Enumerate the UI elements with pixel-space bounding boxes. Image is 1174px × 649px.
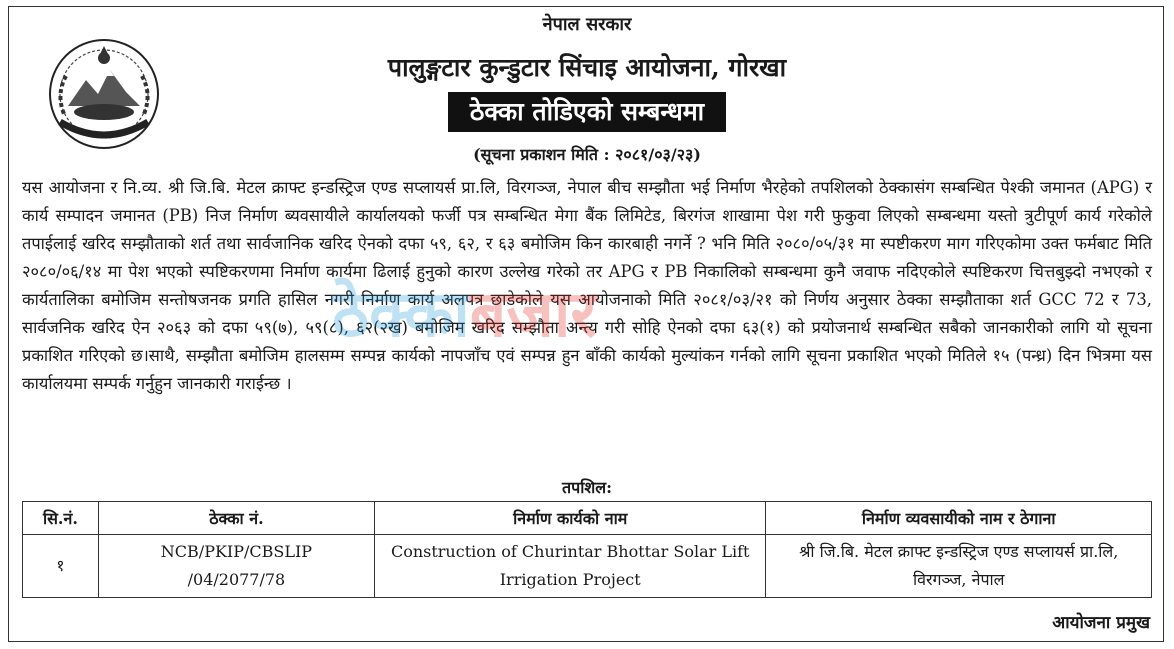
cell-contractor: श्री जि.बि. मेटल क्राफ्ट इन्डस्ट्रिज एण्ड सप्लायर्स प्रा.लि, विरगञ्ज, नेपाल (766, 535, 1152, 598)
notice-body: यस आयोजना र नि.व्य. श्री जि.बि. मेटल क्राफ्ट इन्डस्ट्रिज एण्ड सप्लायर्स प्रा.लि, विरगञ्ज, नेपाल बीच सम्झौता भई निर्माण भैरहेको तपशिलको ठेक्कासंग सम्बन्धित पेश्की जमानत (APG) र कार्य सम्पादन जमानत (PB) निज निर्माण ब्यवसायीले कार्यालयको फर्जी पत्र सम्बन्धित मेगा बैंक लिमिटेड, बिरगंज शाखामा पेश गरी फुकुवा लिएको सम्बन्धमा यस्तो त्रुटीपूर्ण कार्य गरेकोले तपाईलाई खरिद सम्झौताको शर्त तथा सार्वजानिक खरिद ऐनको दफा ५९, ६२, र ६३ बमोजिम किन कारबाही नगर्ने ? भनि मिति २०८०/०५/३१ मा स्पष्टीकरण माग गरिएकोमा उक्त फर्मबाट मिति २०८०/०६/१४ मा पेश भएको स्पष्टिकरणमा निर्माण कार्यमा ढिलाई हुनुको कारण उल्लेख गरेको तर APG र PB निकालिको सम्बन्धमा कुनै जवाफ नदिएकोले स्पष्टिकरण चित्तबुझ्दो नभएको र कार्यतालिका बमोजिम सन्तोषजनक प्रगति हासिल नगरी निर्माण कार्य अलपत्र छाडेकोले यस आयोजनाको मिति २०८१/०३/२१ को निर्णय अनुसार ठेक्का सम्झौताका शर्त GCC 72 र 73, सार्वजनिक खरिद ऐन २०६३ को दफा ५९(७), ५९(८), ६२(२ख) बमोजिम खरिद सम्झौता अन्त्य गरी सोहि ऐनको दफा ६३(१) को प्रयोजनार्थ सम्बन्धित सबैको जानकारीको लागि यो सूचना प्रकाशित गरिएको छ।साथै, सम्झौता बमोजिम हालसम्म सम्पन्न कार्यको नापजाँच एवं सम्पन्न हुन बाँकी कार्यको मुल्यांकन गर्नको लागि सूचना प्रकाशित भएको मितिले १५ (पन्ध्र) दिन भित्रमा यस कार्यालयमा सम्पर्क गर्नुहुन जानकारी गराईन्छ । (22, 178, 1152, 393)
government-name: नेपाल सरकार (542, 14, 632, 35)
col-header-work-name: निर्माण कार्यको नाम (374, 502, 766, 535)
signature-title: आयोजना प्रमुख (1052, 613, 1150, 633)
table-row (23, 535, 1152, 598)
col-header-contractor: निर्माण व्यवसायीको नाम र ठेगाना (766, 502, 1152, 535)
publication-date: (सूचना प्रकाशन मिति : २०८१/०३/२३) (473, 145, 701, 164)
cell-sn: १ (23, 535, 99, 598)
table-header-row (23, 502, 1152, 535)
schedule-table (22, 501, 1152, 598)
col-header-sn: सि.नं. (23, 502, 99, 535)
cell-work-name: Construction of Churintar Bhottar Solar Lift Irrigation Project (374, 535, 766, 598)
watermark-part-2: बजार (469, 278, 597, 352)
cell-contract-no: NCB/PKIP/CBSLIP /04/2077/78 (98, 535, 374, 598)
col-header-contract-no: ठेक्का नं. (98, 502, 374, 535)
watermark-part-1: ठेक्का (332, 278, 470, 352)
schedule-label: तपशिल: (562, 478, 612, 497)
notice-title-wrap (0, 92, 1174, 132)
office-name: पालुङ्गटार कुन्डुटार सिंचाइ आयोजना, गोरखा (387, 53, 787, 82)
notice-title: ठेक्का तोडिएको सम्बन्धमा (448, 92, 726, 132)
